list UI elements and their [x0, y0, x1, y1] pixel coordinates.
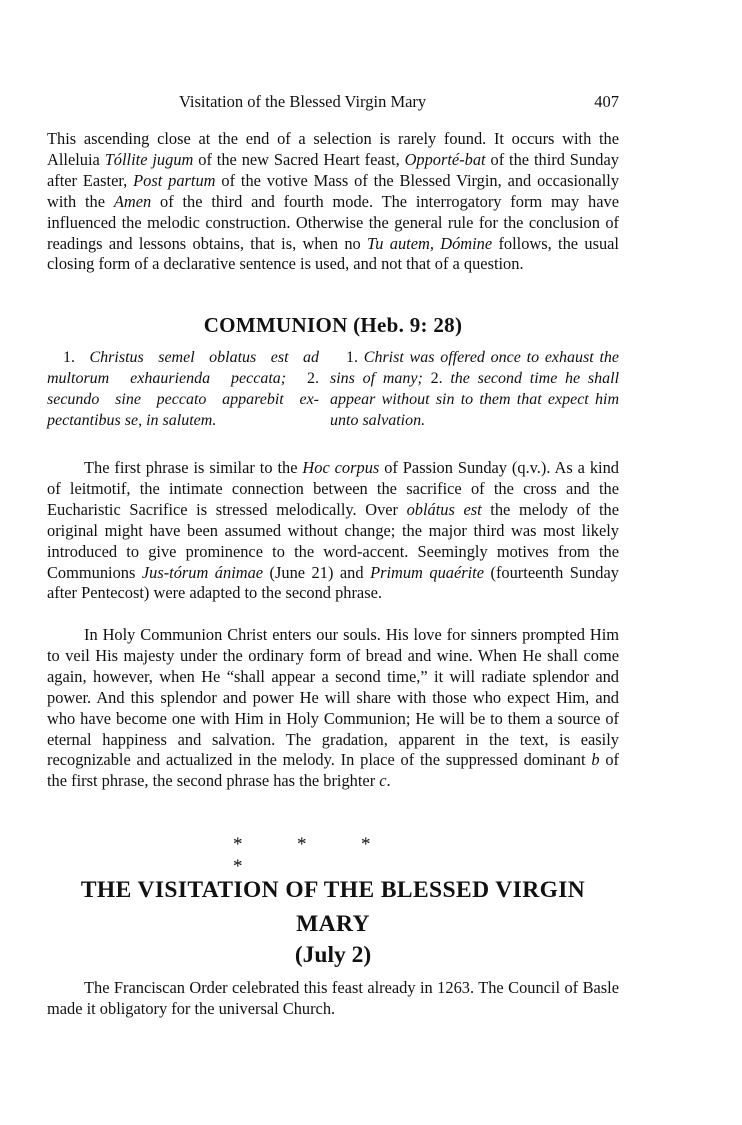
intro-paragraph: This ascending close at the end of a selection is rarely found. It occurs with the Alleluia Tóllite jugum of the new Sacred Heart feast, Opporté-bat of the third Sunday after Easter, Post partum of the votive Mass of the Blessed Virgin, and occasionally with the Amen of the third and fourth mode. The interrogatory form may have influenced the melodic construction. Otherwise the general rule for the conclusion of readings and lessons obtains, that is, when no Tu autem, Dómine follows, the usual closing form of a declarative sentence is used, and not that of a question.: [47, 129, 620, 274]
holy-communion-paragraph: In Holy Communion Christ enters our souls. His love for sinners prompted Him to veil His majesty under the ordinary form of bread and wine. When He shall come again, however, when He “shall appear a second time,” it will radiate splendor and power. And this splendor and power He will share with those who expect Him, and who have become one with Him in Holy Communion; He will be to them a source of eternal happiness and salvation. The gradation, apparent in the text, is easily recognizable and actualized in the melody. In place of the suppressed dominant b of the first phrase, the second phrase has the brighter c.: [47, 625, 619, 791]
first-phrase-paragraph: The first phrase is similar to the Hoc corpus of Passion Sunday (q.v.). As a kind of leitmotif, the intimate connection between the sacrifice of the cross and the Eucharistic Sacrifice is stressed melodically. Over oblátus est the melody of the original might have been assumed without change; the major third was most likely introduced to give prominence to the word-accent. Seemingly motives from the Communions Jus-tórum ánimae (June 21) and Primum quaérite (fourteenth Sunday after Pentecost) were adapted to the second phrase.: [47, 458, 619, 603]
page-number: 407: [594, 92, 619, 111]
franciscan-paragraph: The Franciscan Order celebrated this feast already in 1263. The Council of Basle made it obligatory for the universal Church.: [47, 978, 619, 1018]
asterisk: *: [297, 834, 307, 855]
latin-text: 1. Christus semel oblatus est ad multorum exhaurienda peccata; 2. secundo sine peccato apparebit expectantibus se, in salutem.: [47, 349, 320, 429]
asterisk: *: [233, 856, 243, 877]
communion-text-columns: [47, 348, 619, 436]
visitation-title: [47, 873, 619, 941]
asterisk: *: [233, 834, 243, 855]
section-separator: [233, 834, 433, 878]
running-title: Visitation of the Blessed Virgin Mary: [179, 92, 427, 111]
visitation-title-line1: THE VISITATION OF THE BLESSED VIRGIN: [80, 877, 586, 903]
running-header: [47, 92, 619, 114]
english-translation: 1. Christ was offered once to exhaust the sins of many; 2. the second time he shall appear without sin to them that expect him unto salvation.: [330, 349, 620, 429]
communion-heading: COMMUNION (Heb. 9: 28): [203, 313, 463, 337]
visitation-date: (July 2): [294, 942, 372, 968]
visitation-title-line2: MARY: [296, 911, 370, 937]
asterisk: *: [361, 834, 371, 855]
